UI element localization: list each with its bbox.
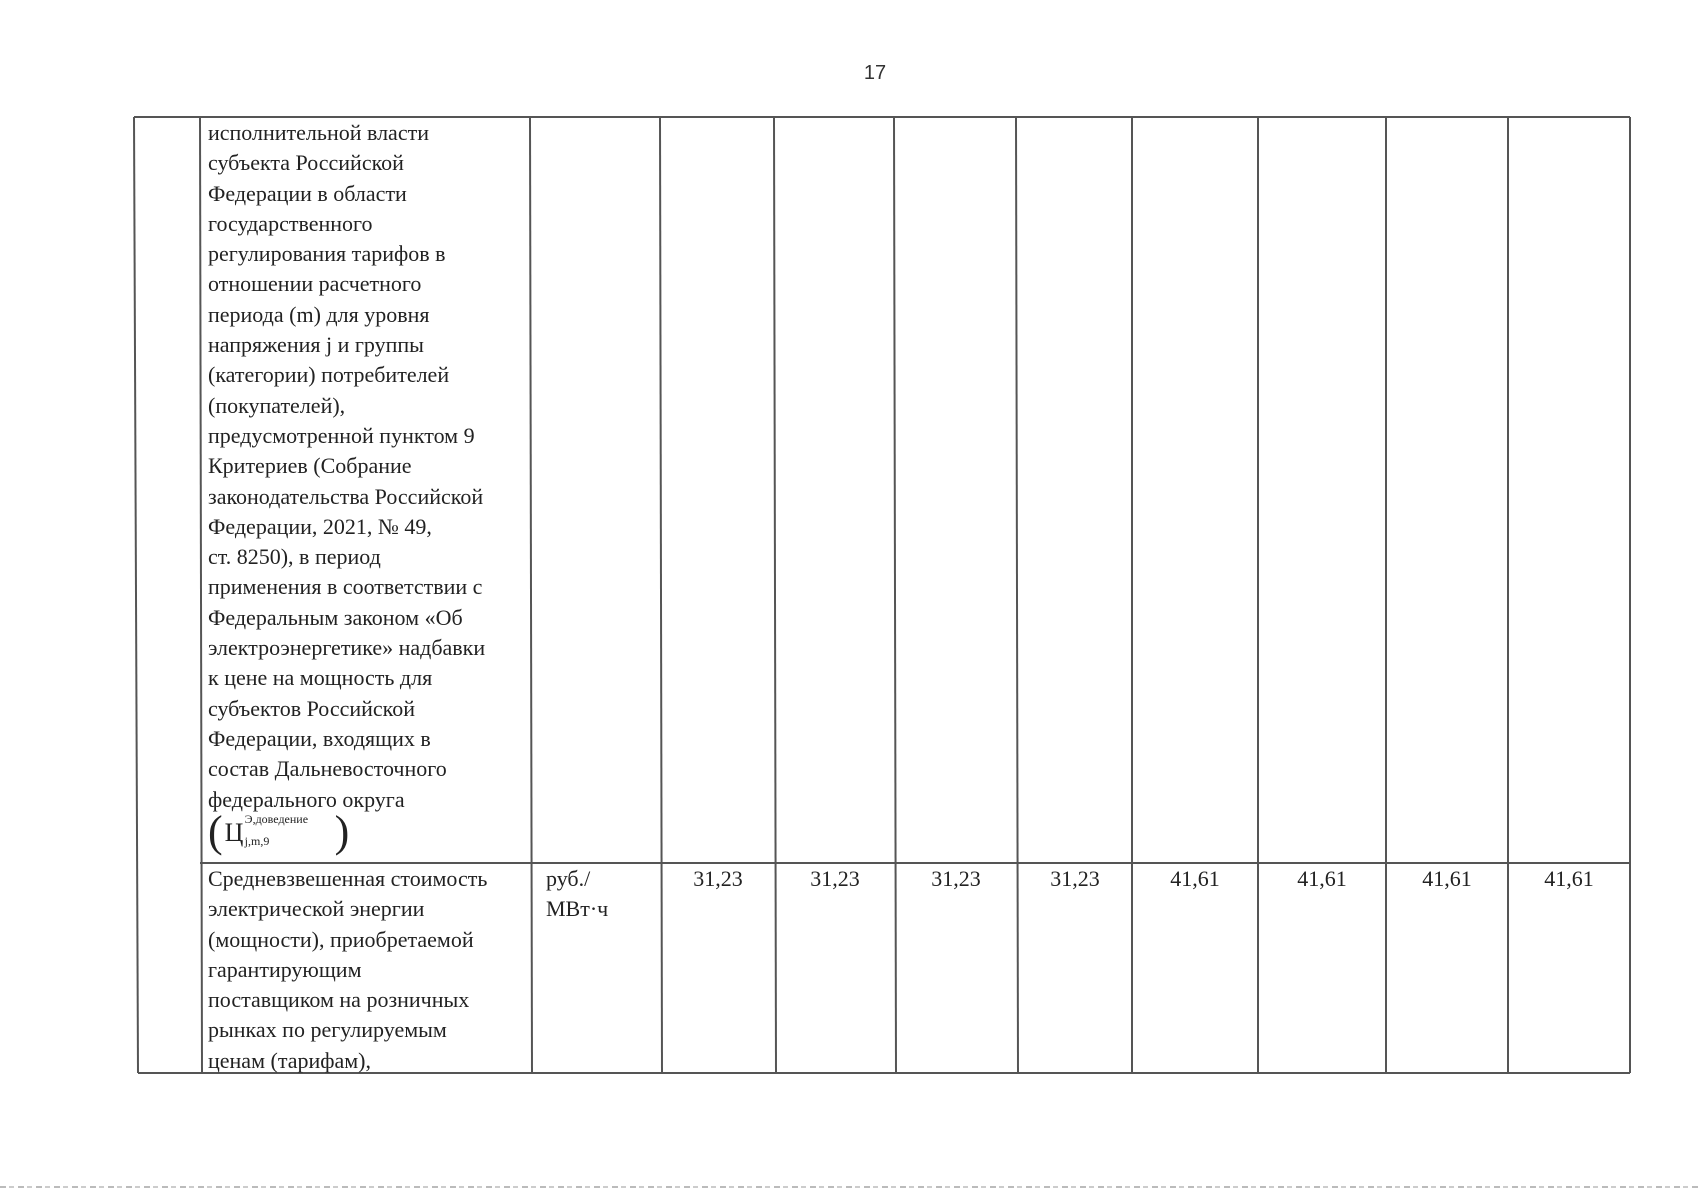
text-line: периода (m) для уровня xyxy=(208,301,430,327)
formula-close-paren: ) xyxy=(334,807,350,856)
value-cell-5: 41,61 xyxy=(1170,866,1220,891)
formula-subscript: j,m,9 xyxy=(244,834,270,848)
formula-base: Ц xyxy=(224,818,244,847)
text-line: напряжения j и группы xyxy=(208,332,424,358)
text-line: Критериев (Собрание xyxy=(208,453,412,479)
text-line: (покупателей), xyxy=(208,392,346,418)
row2-unit xyxy=(546,864,666,925)
text-line: электрической энергии xyxy=(208,896,425,922)
text-line: исполнительной власти xyxy=(208,120,429,145)
value-cell-2: 31,23 xyxy=(810,866,860,891)
text-line: Федерации, входящих в xyxy=(208,725,431,751)
value-cell-7: 41,61 xyxy=(1422,866,1472,891)
row1-description xyxy=(208,118,528,815)
text-line: отношении расчетного xyxy=(208,271,422,297)
formula-price-symbol xyxy=(208,807,350,858)
value-cell-3: 31,23 xyxy=(931,866,981,891)
row2-description xyxy=(208,864,528,1076)
text-line: ценам (тарифам), xyxy=(208,1047,372,1073)
formula-symbol xyxy=(223,812,335,852)
value-cell-8: 41,61 xyxy=(1544,866,1594,891)
value-cell-6: 41,61 xyxy=(1297,866,1347,891)
text-line: предусмотренной пунктом 9 xyxy=(208,422,475,448)
text-line: законодательства Российской xyxy=(208,483,484,509)
value-cell-4: 31,23 xyxy=(1050,866,1100,891)
text-line: к цене на мощность для xyxy=(208,665,433,691)
value-cell-1: 31,23 xyxy=(693,866,743,891)
unit-line: руб./ xyxy=(546,866,591,891)
text-line: Федеральным законом «Об xyxy=(208,604,463,630)
text-line: Федерации в области xyxy=(208,180,407,206)
text-line: рынках по регулируемым xyxy=(208,1017,447,1043)
text-line: поставщиком на розничных xyxy=(208,987,470,1013)
text-line: (мощности), приобретаемой xyxy=(208,926,474,952)
formula-superscript: Э,доведение xyxy=(244,812,309,826)
text-line: (категории) потребителей xyxy=(208,362,450,388)
text-line: Федерации, 2021, № 49, xyxy=(208,513,432,539)
page-number: 17 xyxy=(863,62,887,84)
unit-line: МВт·ч xyxy=(546,896,609,922)
text-line: электроэнергетике» надбавки xyxy=(208,635,486,661)
text-line: применения в соответствии с xyxy=(208,574,483,600)
formula-open-paren: ( xyxy=(208,807,223,856)
text-line: государственного xyxy=(208,210,373,236)
text-line: субъектов Российской xyxy=(208,695,416,721)
text-line: Средневзвешенная стоимость xyxy=(208,866,488,891)
text-line: гарантирующим xyxy=(208,956,362,982)
text-line: субъекта Российской xyxy=(208,150,404,176)
text-line: регулирования тарифов в xyxy=(208,241,446,267)
text-line: федерального округа xyxy=(208,786,405,812)
text-line: состав Дальневосточного xyxy=(208,756,447,782)
scan-artifact-line xyxy=(0,1186,1698,1188)
text-line: ст. 8250), в период xyxy=(208,544,381,570)
